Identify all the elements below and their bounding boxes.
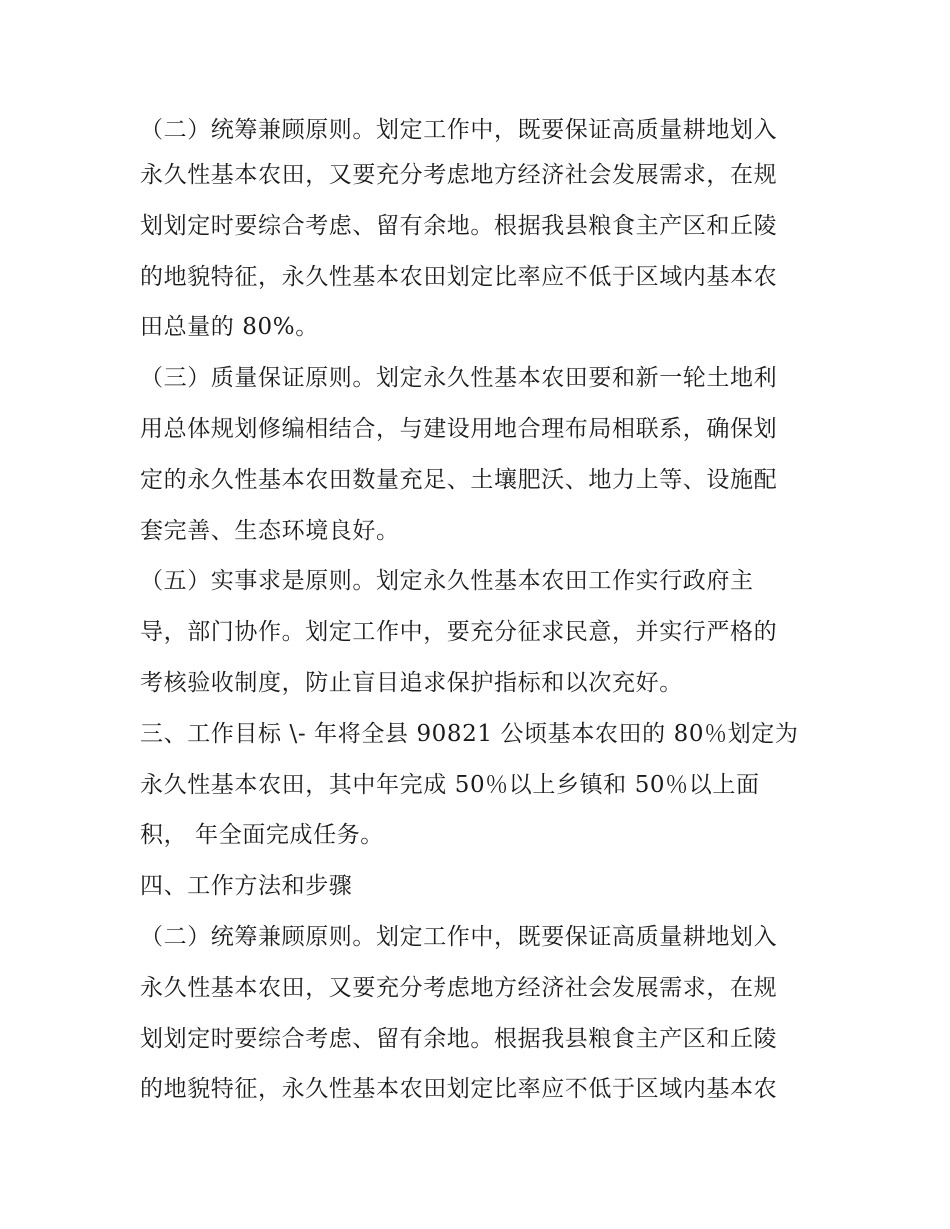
text-line: （五）实事求是原则。划定永久性基本农田工作实行政府主 [140, 568, 754, 595]
text-line: （二）统筹兼顾原则。划定工作中，既要保证高质量耕地划入 [140, 117, 778, 143]
text-line: 用总体规划修编相结合，与建设用地合理布局相联系，确保划 [140, 415, 778, 442]
text-line: 积， 年全面完成任务。 [140, 822, 384, 849]
text-line: 划划定时要综合考虑、留有余地。根据我县粮食主产区和丘陵 [140, 1025, 778, 1052]
section-heading: 四、工作方法和步骤 [140, 873, 353, 900]
text-line: 永久性基本农田，又要充分考虑地方经济社会发展需求，在规 [140, 162, 778, 188]
text-line: 的地貌特征，永久性基本农田划定比率应不低于区域内基本农 [140, 1076, 778, 1103]
text-line: 的地貌特征，永久性基本农田划定比率应不低于区域内基本农 [140, 263, 778, 290]
text-line: （二）统筹兼顾原则。划定工作中，既要保证高质量耕地划入 [140, 923, 778, 950]
text-line: 永久性基本农田，其中年完成 50％以上乡镇和 50％以上面 [140, 771, 760, 798]
text-line: 导，部门协作。划定工作中，要充分征求民意，并实行严格的 [140, 619, 778, 646]
document-body [140, 110, 820, 1115]
text-line: 田总量的 80%。 [140, 314, 319, 341]
text-line: 三、工作目标 \- 年将全县 90821 公顷基本农田的 80％划定为 [140, 720, 799, 747]
text-line: （三）质量保证原则。划定永久性基本农田要和新一轮土地利 [140, 365, 778, 392]
text-line: 永久性基本农田，又要充分考虑地方经济社会发展需求，在规 [140, 974, 778, 1001]
text-line: 考核验收制度，防止盲目追求保护指标和以次充好。 [140, 669, 683, 696]
text-line: 定的永久性基本农田数量充足、土壤肥沃、地力上等、设施配 [140, 466, 778, 493]
text-line: 套完善、生态环境良好。 [140, 517, 400, 544]
text-line: 划划定时要综合考虑、留有余地。根据我县粮食主产区和丘陵 [140, 212, 778, 239]
